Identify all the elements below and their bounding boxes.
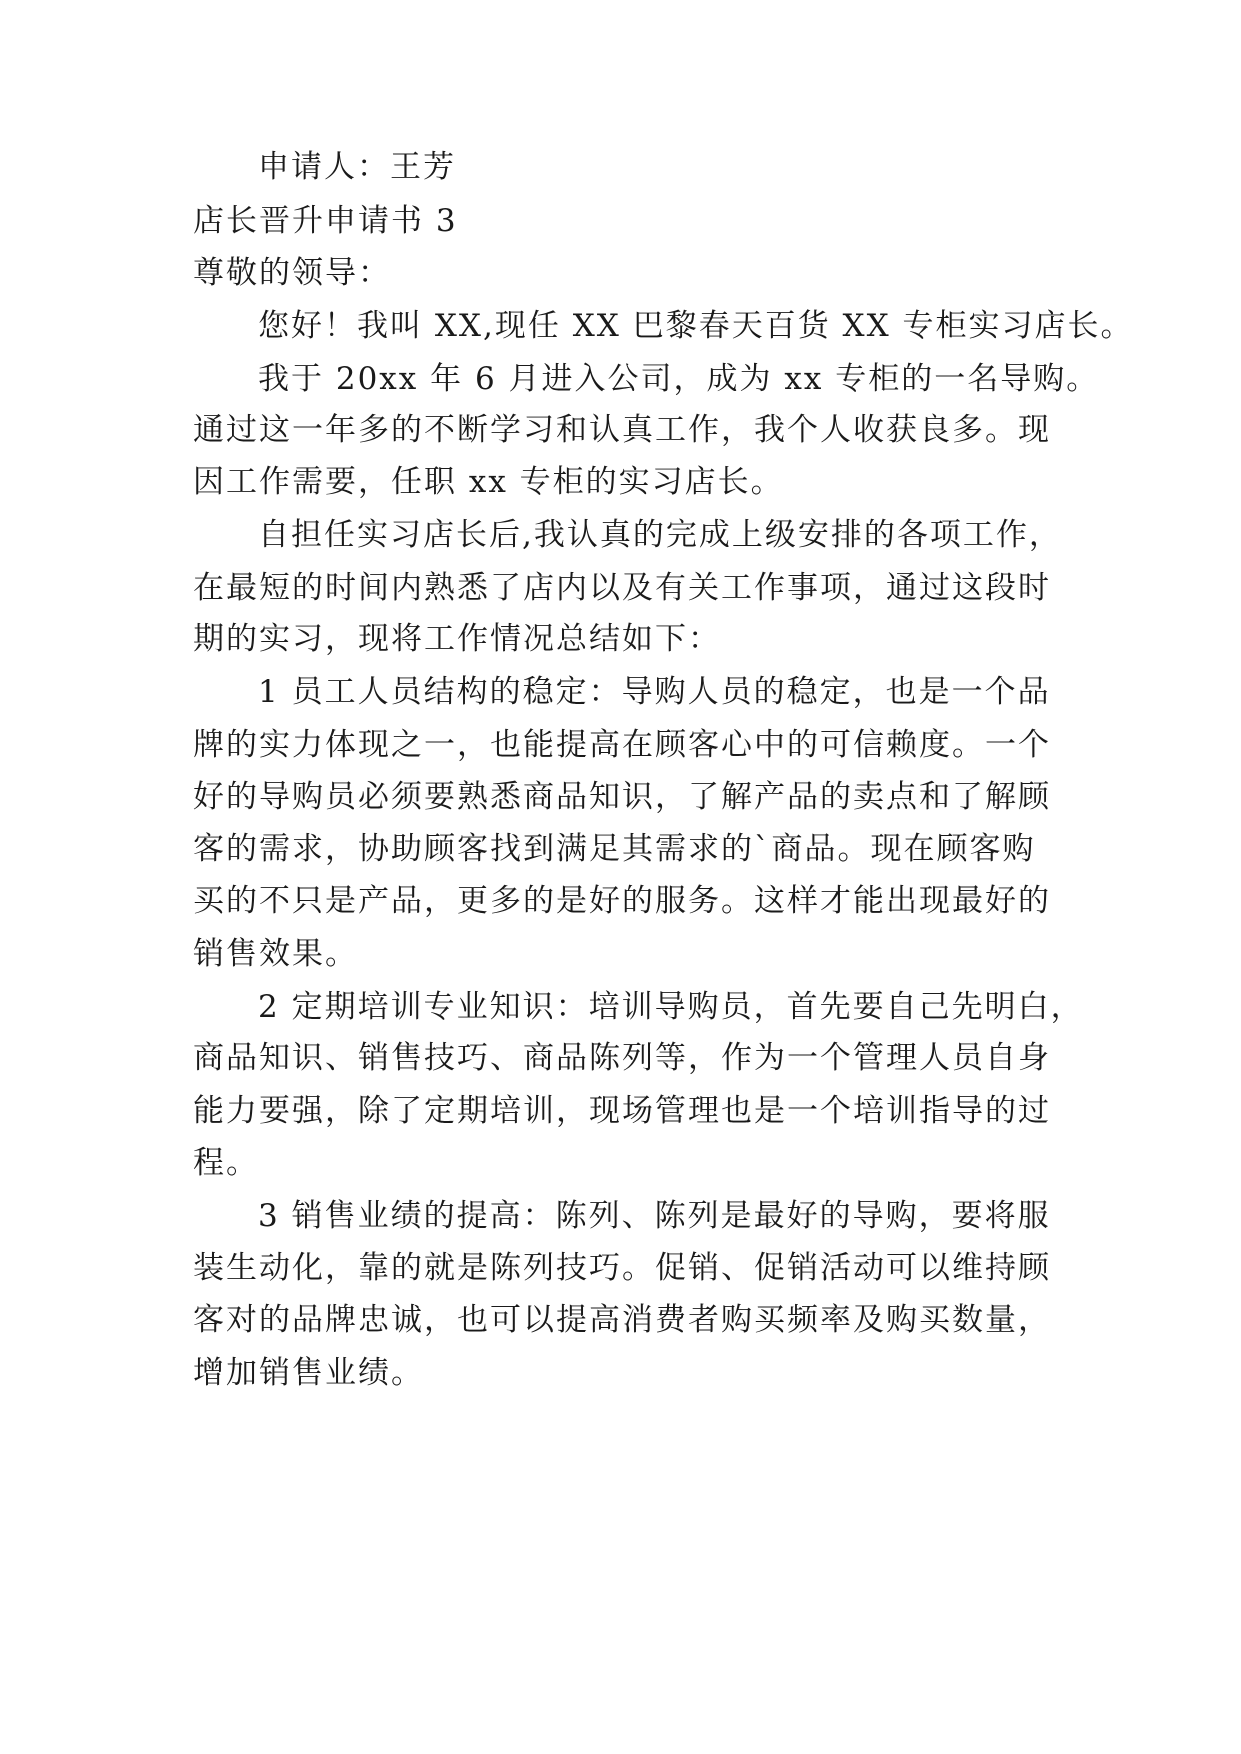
paragraph-line: 我于 20xx 年 6 月进入公司，成为 xx 专柜的一名导购。 — [258, 361, 1100, 397]
paragraph-line: 2 定期培训专业知识：培训导购员，首先要自己先明白， — [258, 989, 1084, 1025]
paragraph-line: 客的需求，协助顾客找到满足其需求的`商品。现在顾客购 — [193, 831, 1036, 867]
paragraph-line: 买的不只是产品，更多的是好的服务。这样才能出现最好的 — [193, 883, 1051, 919]
paragraph-line: 您好！我叫 XX,现任 XX 巴黎春天百货 XX 专柜实习店长。 — [258, 308, 1134, 344]
paragraph-line: 通过这一年多的不断学习和认真工作，我个人收获良多。现 — [193, 412, 1051, 448]
applicant-signature: 申请人：王芳 — [258, 149, 456, 185]
paragraph-line: 好的导购员必须要熟悉商品知识，了解产品的卖点和了解顾 — [193, 779, 1051, 815]
paragraph-line: 程。 — [193, 1145, 259, 1181]
paragraph-line: 能力要强，除了定期培训，现场管理也是一个培训指导的过 — [193, 1093, 1051, 1129]
paragraph-line: 在最短的时间内熟悉了店内以及有关工作事项，通过这段时 — [193, 570, 1051, 606]
paragraph-line: 因工作需要，任职 xx 专柜的实习店长。 — [193, 464, 784, 500]
paragraph-line: 商品知识、销售技巧、商品陈列等，作为一个管理人员自身 — [193, 1040, 1051, 1076]
paragraph-line: 期的实习，现将工作情况总结如下： — [193, 621, 721, 657]
paragraph-line: 销售效果。 — [193, 936, 358, 972]
paragraph-line: 客对的品牌忠诚，也可以提高消费者购买频率及购买数量， — [193, 1302, 1051, 1338]
section-title: 店长晋升申请书 3 — [193, 203, 458, 239]
paragraph-line: 牌的实力体现之一，也能提高在顾客心中的可信赖度。一个 — [193, 727, 1051, 763]
paragraph-line: 装生动化，靠的就是陈列技巧。促销、促销活动可以维持顾 — [193, 1250, 1051, 1286]
salutation: 尊敬的领导： — [193, 255, 391, 291]
paragraph-line: 3 销售业绩的提高：陈列、陈列是最好的导购，要将服 — [258, 1198, 1051, 1234]
paragraph-line: 增加销售业绩。 — [193, 1355, 424, 1391]
paragraph-line: 自担任实习店长后,我认真的完成上级安排的各项工作， — [258, 517, 1062, 553]
paragraph-line: 1 员工人员结构的稳定：导购人员的稳定，也是一个品 — [258, 674, 1051, 710]
